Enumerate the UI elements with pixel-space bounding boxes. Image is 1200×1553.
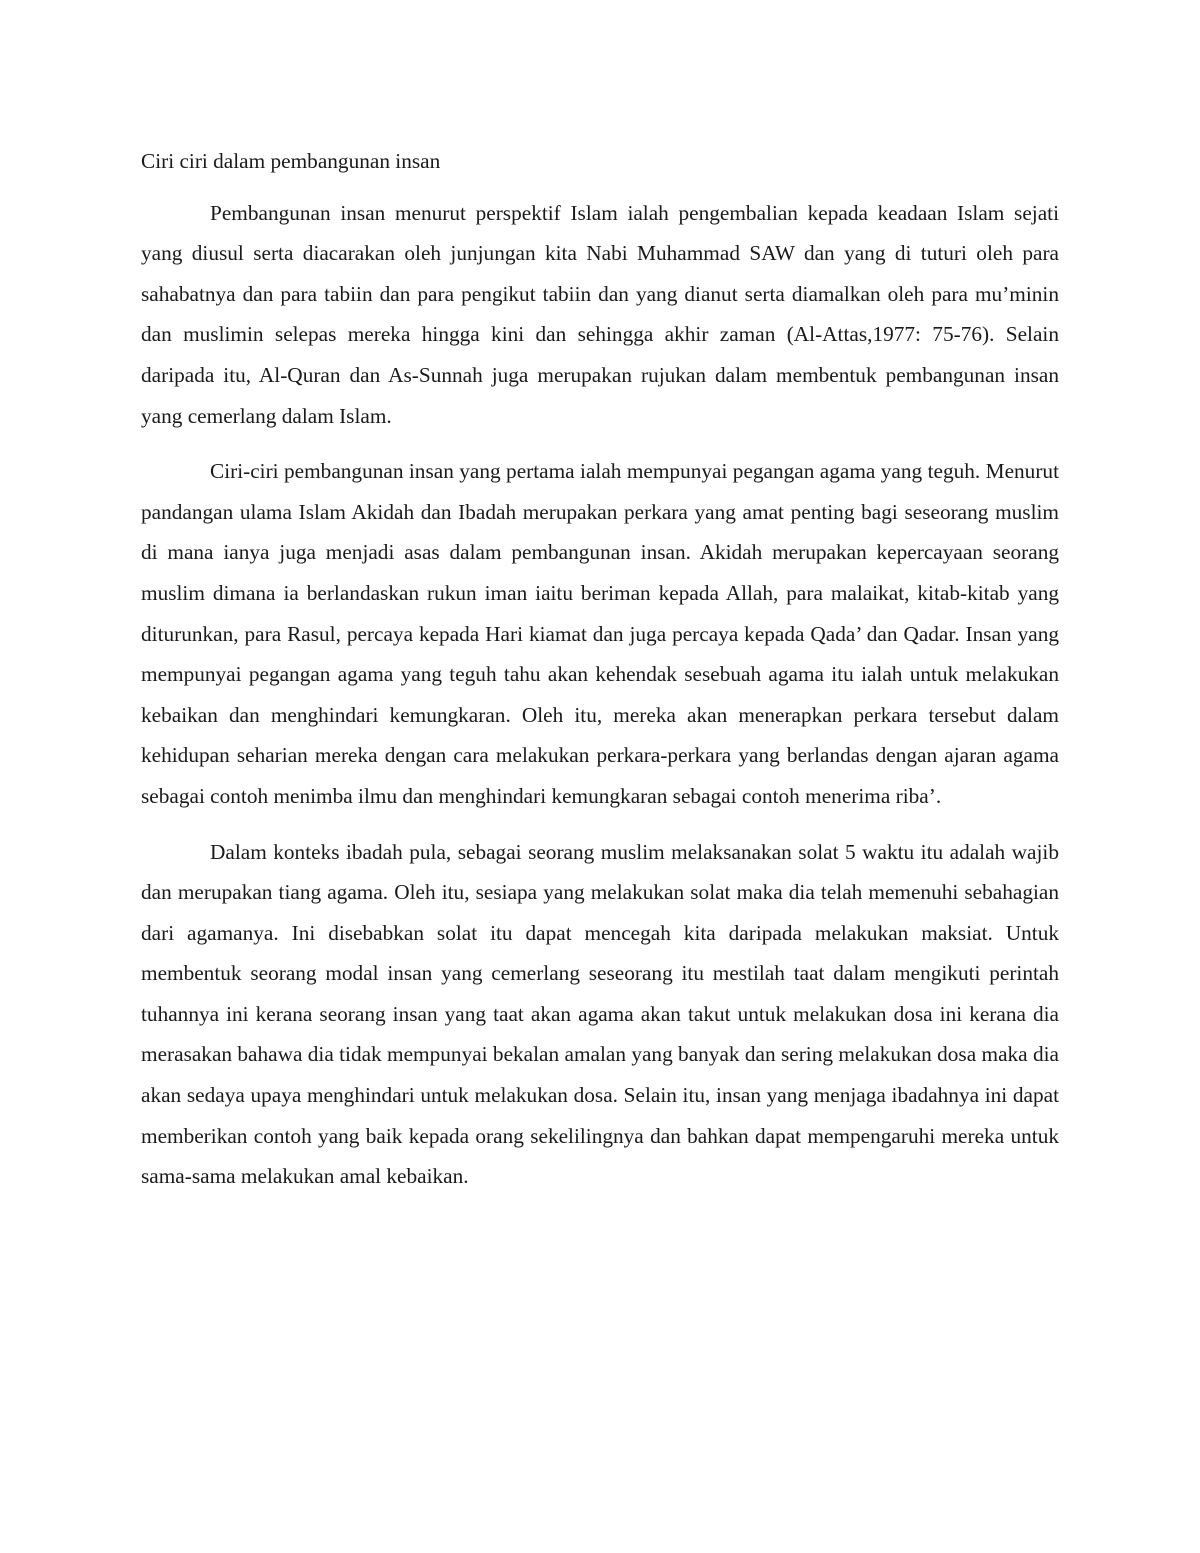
paragraph-3: Dalam konteks ibadah pula, sebagai seorang muslim melaksanakan solat 5 waktu itu adalah wajib dan merupakan tiang agama. Oleh itu, sesiapa yang melakukan solat maka dia telah memenuhi sebahagian dari agamanya. Ini disebabkan solat itu dapat mencegah kita daripada melakukan maksiat. Untuk membentuk seorang modal insan yang cemerlang seseorang itu mestilah taat dalam mengikuti perintah tuhannya ini kerana seorang insan yang taat akan agama akan takut untuk melakukan dosa ini kerana dia merasakan bahawa dia tidak mempunyai bekalan amalan yang banyak dan sering melakukan dosa maka dia akan sedaya upaya menghindari untuk melakukan dosa. Selain itu, insan yang menjaga ibadahnya ini dapat memberikan contoh yang baik kepada orang sekelilingnya dan bahkan dapat mempengaruhi mereka untuk sama-sama melakukan amal kebaikan.	[141, 839, 1059, 1189]
document-title: Ciri ciri dalam pembangunan insan	[141, 149, 441, 173]
paragraph-2: Ciri-ciri pembangunan insan yang pertama ialah mempunyai pegangan agama yang teguh. Menurut pandangan ulama Islam Akidah dan Ibadah merupakan perkara yang amat penting bagi seseorang muslim di mana ianya juga menjadi asas dalam pembangunan insan. Akidah merupakan kepercayaan seorang muslim dimana ia berlandaskan rukun iman iaitu beriman kepada Allah, para malaikat, kitab-kitab yang diturunkan, para Rasul, percaya kepada Hari kiamat dan juga percaya kepada Qada’ dan Qadar. Insan yang mempunyai pegangan agama yang teguh tahu akan kehendak sesebuah agama itu ialah untuk melakukan kebaikan dan menghindari kemungkaran. Oleh itu, mereka akan menerapkan perkara tersebut dalam kehidupan seharian mereka dengan cara melakukan perkara-perkara yang berlandas dengan ajaran agama sebagai contoh menimba ilmu dan menghindari kemungkaran sebagai contoh menerima riba’.	[141, 459, 1059, 808]
paragraph-1: Pembangunan insan menurut perspektif Islam ialah pengembalian kepada keadaan Islam sejati yang diusul serta diacarakan oleh junjungan kita Nabi Muhammad SAW dan yang di tuturi oleh para sahabatnya dan para tabiin dan para pengikut tabiin dan yang dianut serta diamalkan oleh para mu’minin dan muslimin selepas mereka hingga kini dan sehingga akhir zaman (Al-Attas,1977: 75-76). Selain daripada itu, Al-Quran dan As-Sunnah juga merupakan rujukan dalam membentuk pembangunan insan yang cemerlang dalam Islam.	[141, 200, 1059, 428]
document-body	[141, 141, 1059, 1212]
